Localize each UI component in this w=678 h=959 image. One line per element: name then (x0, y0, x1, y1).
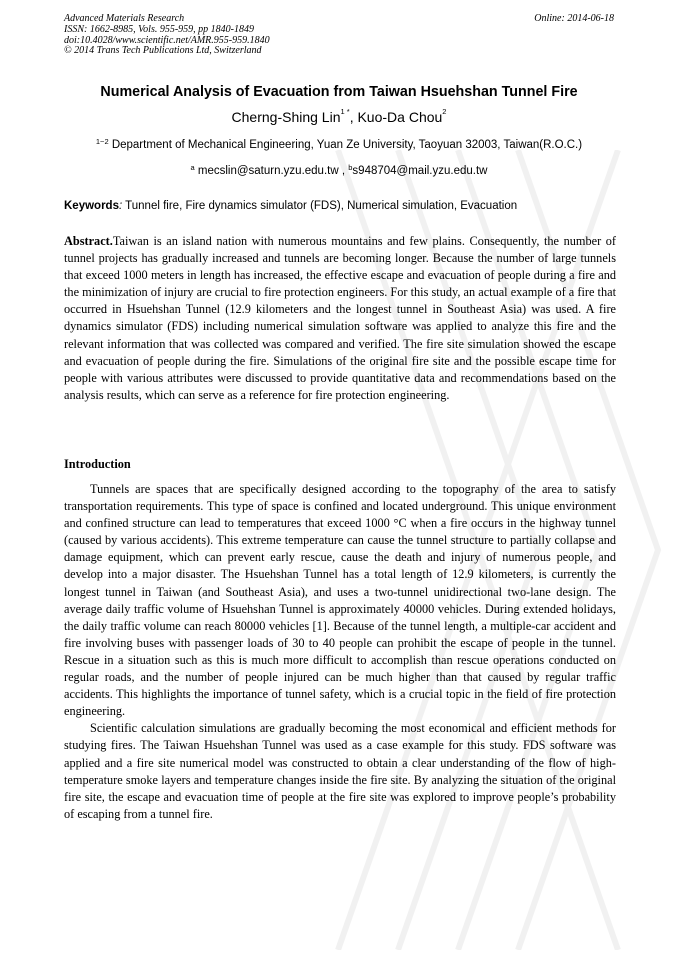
copyright-line: © 2014 Trans Tech Publications Ltd, Switzerland (64, 45, 262, 57)
author-separator: , (349, 109, 358, 125)
keywords-text: Tunnel fire, Fire dynamics simulator (FDS), Numerical simulation, Evacuation (122, 200, 518, 212)
doi-line: doi:10.4028/www.scientific.net/AMR.955-959.1840 (64, 34, 270, 46)
paper-title: Numerical Analysis of Evacuation from Taiwan Hsuehshan Tunnel Fire (100, 84, 578, 100)
affiliation-marker: 1~2 (95, 137, 109, 146)
email-b: s948704@mail.yzu.edu.tw (352, 165, 488, 177)
journal-name: Advanced Materials Research (64, 13, 185, 24)
online-date: Online: 2014-06-18 (534, 13, 614, 24)
email-a-marker: a (190, 163, 195, 172)
intro-paragraph-1: Tunnels are spaces that are specifically designed according to the topography of the area to satisfy transportation requirements. This type of space is confined and located underground. This unique environment and confined structure can lead to temperatures that exceed 1000 °C when a fire occurs in the highway tunnel (caused by various accidents). This extreme temperature can cause the tunnel structure to partially collapse and damage equipment, which can prevent early rescue, cause the death and injury of numerous people, and develop into a major disaster. The Hsuehshan Tunnel has a total length of 12.9 kilometers, is currently the longest tunnel in Taiwan (and Southeast Asia), and uses a two-tunnel unidirectional two-lane design. The average daily traffic volume of Hsuehshan Tunnel is approximately 40000 vehicles. During extended holidays, the daily traffic volume can reach 80000 vehicles [1]. Because of the tunnel length, a multiple-car accident and fire involving buses with passenger loads of 30 to 40 people can prohibit the escape of people in the tunnel. Rescue in a situation such as this is much more difficult to accomplish than rescue operations conducted on regular roads, and the number of people injured can be much higher than that caused by regular traffic accidents. This highlights the importance of tunnel safety, which is a crucial topic in the field of fire protection engineering. (64, 482, 616, 719)
author-2: Kuo-Da Chou (357, 109, 443, 125)
author-1: Cherng-Shing Lin (231, 109, 341, 125)
author-1-marker: 1 * (340, 107, 350, 116)
introduction-body (64, 481, 616, 823)
issn-line: ISSN: 1662-8985, Vols. 955-959, pp 1840-1849 (64, 23, 254, 35)
affiliation (0, 139, 678, 151)
affiliation-text: Department of Mechanical Engineering, Yuan Ze University, Taoyuan 32003, Taiwan(R.O.C.) (108, 139, 583, 151)
abstract-label: Abstract. (64, 234, 113, 248)
email-b-marker: b (348, 163, 353, 172)
email-line (0, 165, 678, 177)
keywords-colon: : (118, 200, 123, 212)
author-line (0, 109, 678, 125)
email-a: mecslin@saturn.yzu.edu.tw , (194, 165, 346, 177)
abstract (64, 233, 616, 404)
author-2-marker: 2 (442, 107, 447, 116)
journal-header (64, 14, 614, 57)
keywords (64, 200, 616, 212)
abstract-text: Taiwan is an island nation with numerous mountains and few plains. Consequently, the number of tunnel projects has gradually increased and tunnels are becoming longer. Because the number of large tunnels that exceed 1000 meters in length has increased, the effective escape and evacuation of people during a fire and the minimization of injury are crucial to fire protection engineers. For this study, an actual example of a fire that occurred in Hsuehshan Tunnel (12.9 kilometers and the longest tunnel in Southeast Asia) was used. A fire dynamics simulator (FDS) including numerical simulation software was applied to analyze this fire and the relevant information that was collected was compared and verified. The fire site simulation showed the escape and evacuation of people during the fire. Simulations of the original fire site and the possible escape time for people with various attributes were discussed to provide quantitative data and recommendations based on the analysis results, which can serve as a reference for fire protection engineering. (64, 234, 616, 402)
keywords-label: Keywords (64, 200, 119, 212)
intro-paragraph-2: Scientific calculation simulations are gradually becoming the most economical and efficient methods for studying fires. The Taiwan Hsuehshan Tunnel was used as a case example for this study. FDS software was applied and a fire site numerical model was constructed to obtain a clear understanding of the flow of high-temperature smoke layers and temperature changes inside the fire site. By analyzing the situation of the original fire site, the escape and evacuation time of people at the fire site was explored to improve people’s probability of escaping from a tunnel fire. (64, 721, 616, 821)
section-heading-introduction: Introduction (64, 457, 131, 471)
